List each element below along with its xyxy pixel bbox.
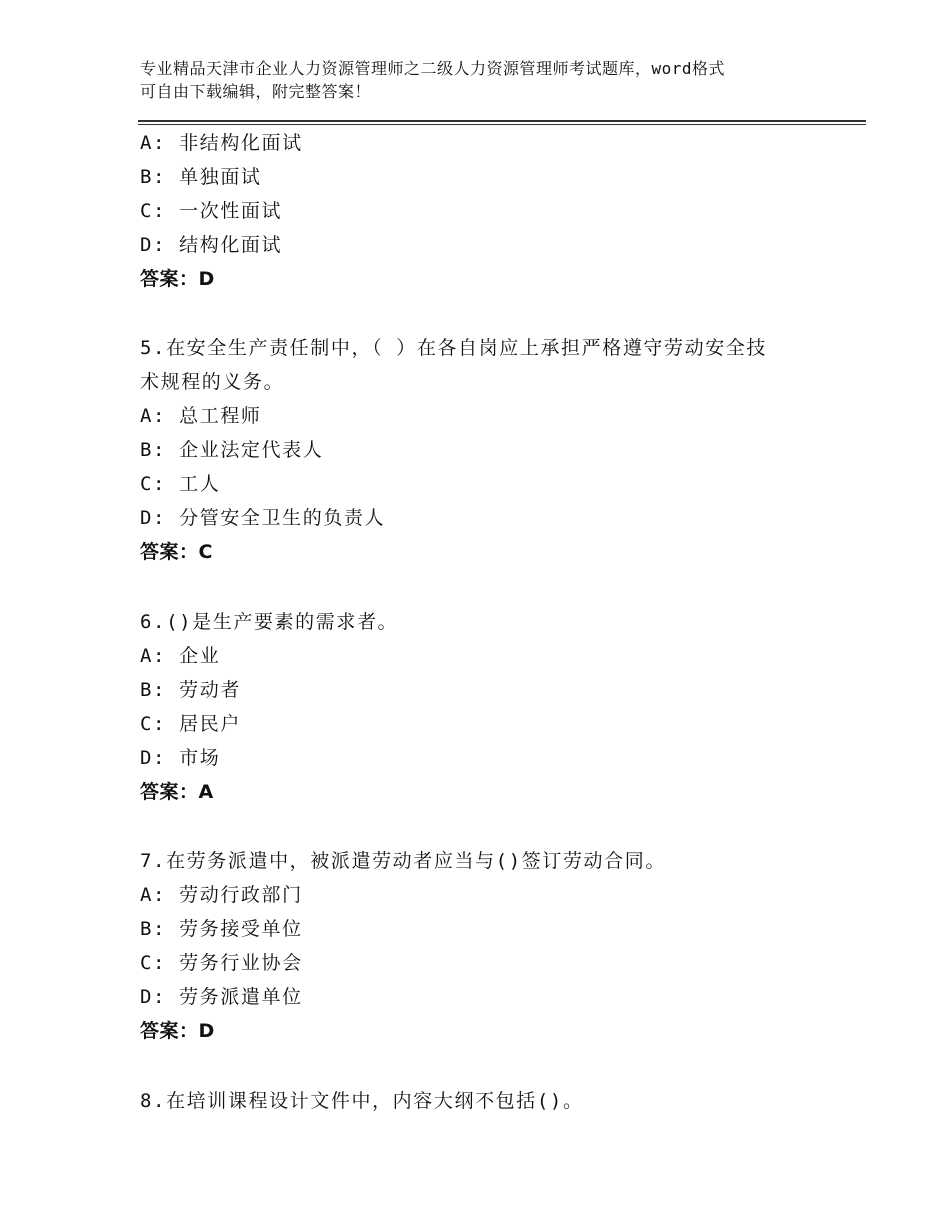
header-divider-thin [138, 124, 866, 125]
q5-stem-line-1: 5.在安全生产责任制中，（ ）在各自岗应上承担严格遵守劳动安全技 [140, 337, 768, 359]
q8-stem: 8.在培训课程设计文件中，内容大纲不包括()。 [140, 1090, 584, 1112]
q5-answer: 答案：C [140, 541, 213, 563]
q5-option-a: A: 总工程师 [140, 405, 262, 427]
q6-option-b: B: 劳动者 [140, 679, 241, 701]
q7-stem: 7.在劳务派遣中，被派遣劳动者应当与()签订劳动合同。 [140, 850, 666, 872]
q4-option-c: C: 一次性面试 [140, 200, 283, 222]
document-header [140, 57, 840, 103]
q7-answer: 答案：D [140, 1020, 215, 1042]
q7-option-a: A: 劳动行政部门 [140, 884, 303, 906]
q4-option-a: A: 非结构化面试 [140, 132, 303, 154]
q7-option-d: D: 劳务派遣单位 [140, 986, 303, 1008]
q6-option-c: C: 居民户 [140, 713, 241, 735]
q5-option-b: B: 企业法定代表人 [140, 439, 324, 461]
q7-option-b: B: 劳务接受单位 [140, 918, 303, 940]
q7-option-c: C: 劳务行业协会 [140, 952, 303, 974]
header-divider-thick [138, 120, 866, 122]
q6-option-a: A: 企业 [140, 645, 221, 667]
q6-stem: 6.()是生产要素的需求者。 [140, 611, 399, 633]
q5-stem-line-2: 术规程的义务。 [140, 371, 285, 393]
q4-option-b: B: 单独面试 [140, 166, 262, 188]
header-title-line-1: 专业精品天津市企业人力资源管理师之二级人力资源管理师考试题库，word格式 [140, 59, 726, 78]
q6-answer: 答案：A [140, 781, 214, 803]
q5-option-c: C: 工人 [140, 473, 221, 495]
q4-answer: 答案：D [140, 268, 215, 290]
q4-option-d: D: 结构化面试 [140, 234, 283, 256]
q6-option-d: D: 市场 [140, 747, 221, 769]
q5-option-d: D: 分管安全卫生的负责人 [140, 507, 386, 529]
header-title-line-2: 可自由下载编辑，附完整答案！ [140, 82, 372, 101]
